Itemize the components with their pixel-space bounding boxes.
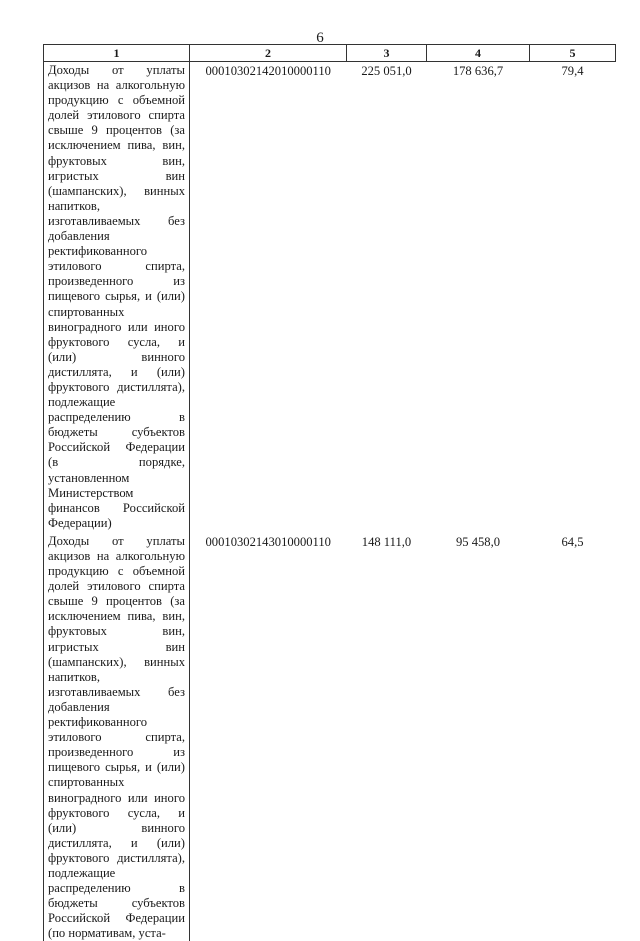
revenue-name-cell: Доходы от уплаты акцизов на алкогольную продукцию с объемной долей этилового спирта свыше 9 процентов (за исключением пива, вин, фруктовых вин, игристых вин (шампанских), винных напитков, изготавливаемых без добавления ректификованного этилового спирта, произведенного из пищевого сырья, и (или) спиртованных виноградного или иного фруктового сусла, и (или) винного дистиллята, и (или) фруктового дистиллята), подлежащие распределению в бюджеты субъектов Российской Федерации (по нормативам, уста-: [44, 533, 190, 941]
revenue-name-cell: Доходы от уплаты акцизов на алкогольную продукцию с объемной долей этилового спирта свыше 9 процентов (за исключением пива, вин, фруктовых вин, игристых вин (шампанских), винных напитков, изготавливаемых без добавления ректификованного этилового спирта, произведенного из пищевого сырья, и (или) спиртованных виноградного или иного фруктового сусла, и (или) винного дистиллята, и (или) фруктового дистиллята), подлежащие распределению в бюджеты субъектов Российской Федерации (в порядке, установленном Министерством финансов Российской Федерации): [44, 62, 190, 533]
budget-code-cell: 00010302143010000110: [205, 534, 331, 549]
revenue-table-container: [43, 44, 615, 941]
execution-percent-cell: 64,5: [561, 534, 584, 549]
column-header-1: 1: [44, 45, 190, 62]
plan-amount-cell: 148 111,0: [361, 534, 412, 549]
budget-code-cell: 00010302142010000110: [205, 64, 331, 78]
plan-amount-cell: 225 051,0: [361, 64, 412, 78]
actual-amount-cell: 95 458,0: [455, 534, 501, 549]
revenue-table: [43, 44, 616, 941]
table-row: [44, 62, 616, 533]
table-row: [44, 533, 616, 941]
column-header-2: 2: [190, 45, 347, 62]
column-header-4: 4: [427, 45, 530, 62]
execution-percent-cell: 79,4: [561, 64, 584, 78]
column-header-3: 3: [347, 45, 427, 62]
page-number: 6: [316, 30, 324, 46]
column-header-5: 5: [530, 45, 616, 62]
table-header-row: [44, 45, 616, 62]
actual-amount-cell: 178 636,7: [452, 64, 504, 78]
